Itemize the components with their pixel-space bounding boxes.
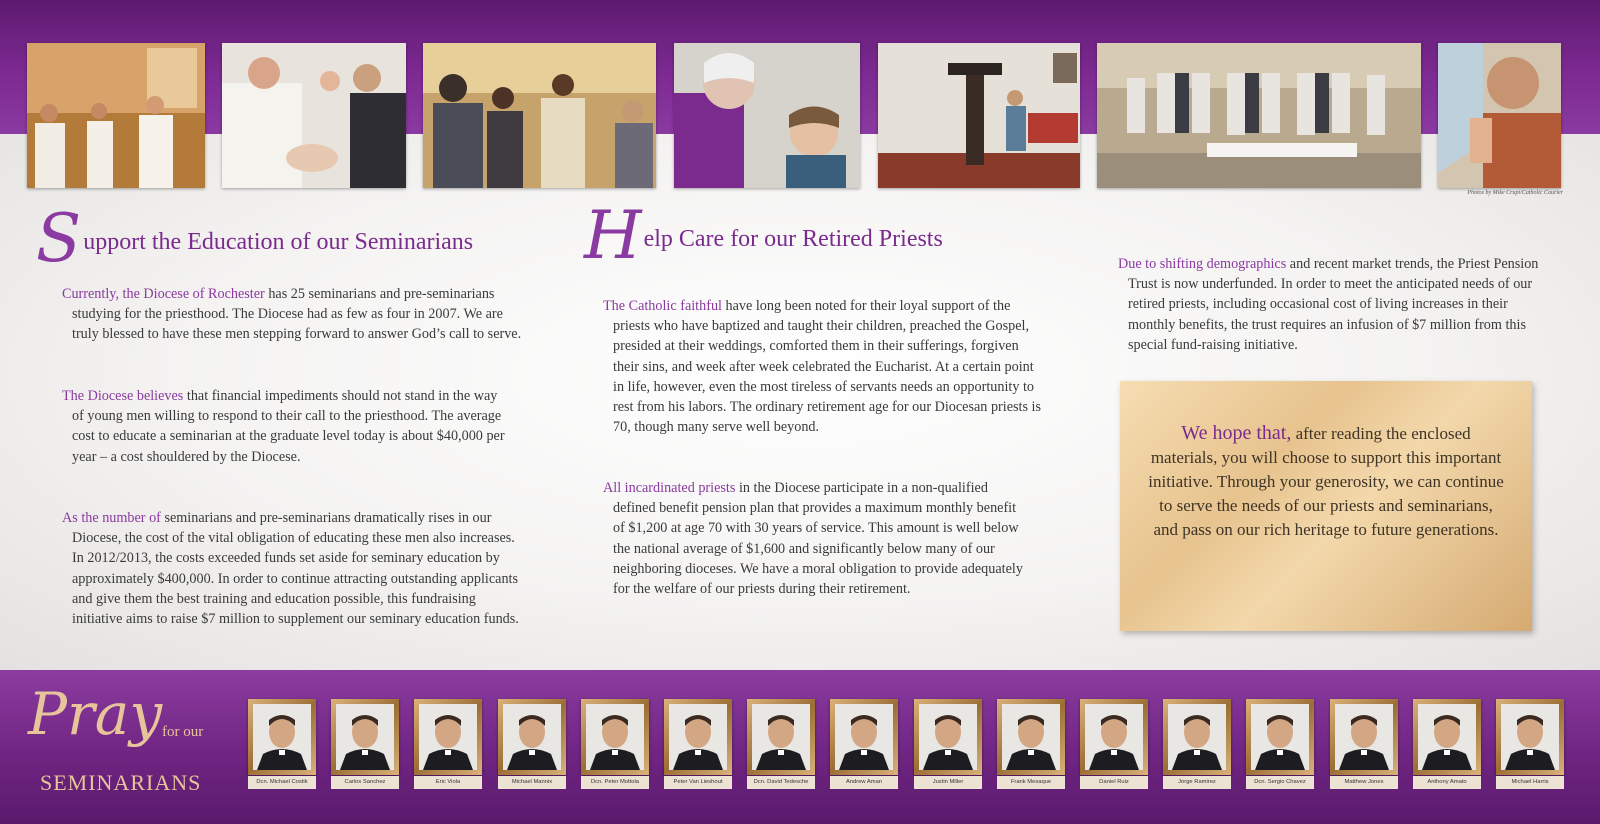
photo-baptism	[222, 43, 406, 188]
callout-box	[1120, 381, 1532, 631]
callout-lead: We hope that,	[1181, 422, 1292, 444]
paragraph-text: and recent market trends, the Priest Pension Trust is now underfunded. In order to meet the anticipated needs of our retired priests, including occasional cost of living increases in their monthly benefits, the trust requires an infusion of $7 million from this special fund-raising initiative.	[1128, 256, 1539, 353]
heading-text: upport the Education of our Seminarians	[83, 229, 474, 255]
paragraph-text: that financial impediments should not stand in the way of young men willing to respond to their call to the priesthood. The average cost to educate a seminarian at the graduate level today is about $40,000 per year – a cost shouldered by the Diocese.	[72, 388, 505, 465]
portrait-frame	[830, 699, 898, 775]
seminarian-name: Matthew Jones	[1330, 776, 1398, 789]
heading-retired-priests	[584, 197, 943, 274]
portrait-photo	[919, 704, 977, 770]
callout-text	[1148, 421, 1504, 542]
portrait-photo	[1085, 704, 1143, 770]
portrait-photo	[1251, 704, 1309, 770]
heading-initial: H	[584, 197, 638, 274]
paragraph-lead: Due to shifting demographics	[1118, 256, 1287, 272]
seminarian-card	[830, 699, 898, 791]
portrait-frame	[331, 699, 399, 775]
heading-support-education	[36, 200, 473, 277]
seminarian-name: Daniel Ruiz	[1080, 776, 1148, 789]
seminarian-card	[997, 699, 1065, 791]
portrait-frame	[414, 699, 482, 775]
paragraph	[1118, 254, 1550, 355]
seminarian-name: Andrew Aman	[830, 776, 898, 789]
paragraph	[62, 508, 522, 629]
pray-script: Pray	[28, 680, 163, 748]
seminarian-card	[248, 699, 316, 791]
seminarian-card	[1413, 699, 1481, 791]
photo-ash-wednesday	[674, 43, 860, 188]
seminarian-card	[331, 699, 399, 791]
seminarian-name: Justin Miller	[914, 776, 982, 789]
seminarian-card	[1080, 699, 1148, 791]
portrait-frame	[1330, 699, 1398, 775]
portrait-frame	[1246, 699, 1314, 775]
seminarian-card	[914, 699, 982, 791]
for-our-label: for our	[162, 724, 204, 740]
seminarian-card	[581, 699, 649, 791]
paragraph	[62, 284, 524, 345]
portrait-frame	[1413, 699, 1481, 775]
seminarian-card	[664, 699, 732, 791]
portrait-photo	[1335, 704, 1393, 770]
photo-communion	[423, 43, 656, 188]
seminarian-name: Eric Viola	[414, 776, 482, 789]
seminarian-name: Peter Van Lieshout	[664, 776, 732, 789]
paragraph-lead: The Diocese believes	[62, 388, 184, 404]
paragraph-lead: All incardinated priests	[603, 480, 736, 496]
seminarian-name: Anthony Amato	[1413, 776, 1481, 789]
paragraph-text: seminarians and pre-seminarians dramatically rises in our Diocese, the cost of the vital obligation of educating these men also increases. In 2012/2013, the costs exceeded funds set aside for seminary education by approximately $400,000. In order to continue attracting outstanding applicants and give them the best training and education possible, this fundraising initiative aims to raise $7 million to supplement our seminary education funds.	[72, 510, 519, 628]
seminarian-card	[414, 699, 482, 791]
seminarian-card	[747, 699, 815, 791]
seminarian-name: Carlos Sanchez	[331, 776, 399, 789]
seminarians-label: SEMINARIANS	[40, 770, 202, 795]
seminarian-name: Frank Mesaque	[997, 776, 1065, 789]
callout-body: after reading the enclosed materials, you will choose to support this important initiative. Through your generosity, we can continue to serve the needs of our priests and seminarians, and pass on our rich heritage to future generations.	[1148, 424, 1504, 539]
photo-priest-praying	[1438, 43, 1561, 188]
seminarian-name: Jorge Ramirez	[1163, 776, 1231, 789]
seminarian-name: Dcn. Michael Costik	[248, 776, 316, 789]
paragraph	[62, 386, 512, 467]
paragraph-text: has 25 seminarians and pre-seminarians studying for the priesthood. The Diocese had as few as four in 2007. We are truly blessed to have these men stepping forward to answer God’s call to serve.	[72, 286, 522, 343]
portrait-photo	[586, 704, 644, 770]
portrait-frame	[498, 699, 566, 775]
photo-ordination	[1097, 43, 1421, 188]
paragraph-text: in the Diocese participate in a non-qualified defined benefit pension plan that provides a maximum monthly benefit of $1,200 at age 70 with 30 years of service. This amount is well below the national average of $1,600 and significantly below many of our neighboring dioceses. We have a moral obligation to provide adequately for the welfare of our priests during their retirement.	[613, 480, 1023, 598]
portrait-frame	[747, 699, 815, 775]
paragraph-lead: Currently, the Diocese of Rochester	[62, 286, 265, 302]
portrait-photo	[752, 704, 810, 770]
portrait-photo	[1501, 704, 1559, 770]
paragraph	[603, 478, 1031, 599]
seminarian-name: Dcn. Peter Mottola	[581, 776, 649, 789]
seminarian-card	[1163, 699, 1231, 791]
portrait-frame	[248, 699, 316, 775]
heading-initial: S	[36, 200, 78, 277]
paragraph-lead: As the number of	[62, 510, 161, 526]
seminarian-name: Michael Mannix	[498, 776, 566, 789]
portrait-photo	[336, 704, 394, 770]
photo-credit: Photos by Mike Crupi/Catholic Courier	[1467, 190, 1563, 196]
seminarian-card	[1496, 699, 1564, 791]
portrait-photo	[669, 704, 727, 770]
photo-seminarians-procession	[27, 43, 205, 188]
seminarian-name: Michael Harris	[1496, 776, 1564, 789]
portrait-photo	[419, 704, 477, 770]
paragraph-text: have long been noted for their loyal support of the priests who have baptized and taught their children, preached the Gospel, presided at their weddings, comforted them in their sufferings, forgiven their sins, and week after week celebrated the Eucharist. At a certain point in life, however, even the most tireless of servants needs an opportunity to rest from his labors. The ordinary retirement age for our Diocesan priests is 70, though many serve well beyond.	[613, 298, 1041, 436]
portrait-photo	[503, 704, 561, 770]
portrait-frame	[1080, 699, 1148, 775]
portrait-photo	[253, 704, 311, 770]
portrait-photo	[1168, 704, 1226, 770]
seminarian-card	[1246, 699, 1314, 791]
portrait-photo	[1002, 704, 1060, 770]
seminarian-card	[498, 699, 566, 791]
photo-chapel	[878, 43, 1080, 188]
portrait-frame	[914, 699, 982, 775]
seminarian-card	[1330, 699, 1398, 791]
paragraph-lead: The Catholic faithful	[603, 298, 722, 314]
heading-text: elp Care for our Retired Priests	[643, 226, 943, 252]
portrait-photo	[835, 704, 893, 770]
seminarian-name: Dcn. Sergio Chavez	[1246, 776, 1314, 789]
seminarian-name: Dcn. David Tedesche	[747, 776, 815, 789]
portrait-frame	[1163, 699, 1231, 775]
portrait-frame	[581, 699, 649, 775]
portrait-frame	[997, 699, 1065, 775]
portrait-frame	[1496, 699, 1564, 775]
portrait-frame	[664, 699, 732, 775]
paragraph	[603, 296, 1045, 437]
portrait-photo	[1418, 704, 1476, 770]
